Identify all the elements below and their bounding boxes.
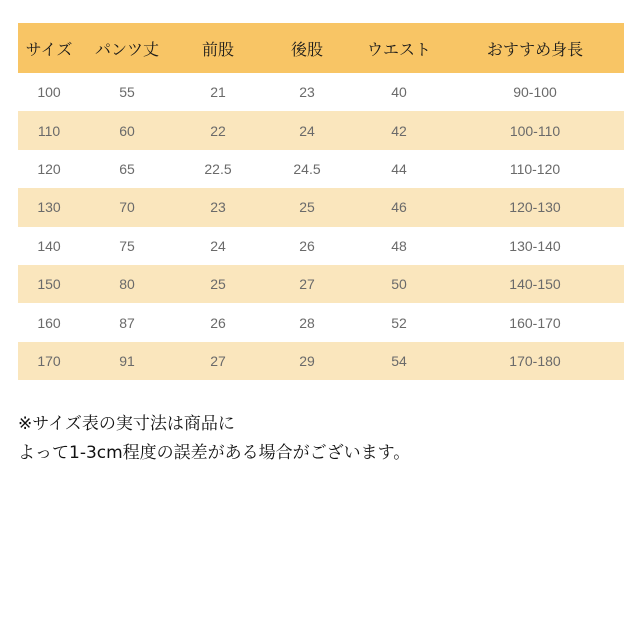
cell-front-rise: 21	[210, 84, 226, 101]
size-disclaimer-note	[18, 410, 628, 468]
cell-size: 150	[37, 276, 61, 293]
cell-waist: 42	[391, 122, 407, 139]
header-front-rise: 前股	[201, 39, 234, 59]
cell-waist: 50	[391, 276, 407, 293]
cell-front-rise: 24	[210, 237, 226, 254]
cell-pants-length: 80	[119, 276, 135, 293]
cell-front-rise: 26	[210, 314, 226, 331]
table-row	[18, 342, 624, 380]
table-row	[18, 73, 624, 111]
cell-recommended-height: 90-100	[513, 84, 557, 101]
cell-size: 100	[37, 84, 61, 101]
table-row	[18, 111, 624, 149]
cell-waist: 44	[391, 160, 407, 177]
cell-size: 110	[37, 122, 61, 139]
table-row	[18, 303, 624, 341]
cell-back-rise: 29	[299, 352, 315, 369]
note-line-2: よって1-3cm程度の誤差がある場合がございます。	[18, 443, 411, 463]
cell-size: 140	[37, 237, 61, 254]
cell-pants-length: 65	[119, 160, 135, 177]
cell-pants-length: 75	[119, 237, 135, 254]
table-row	[18, 265, 624, 303]
header-pants-length: パンツ丈	[94, 39, 159, 59]
table-header-row	[18, 23, 624, 73]
header-waist: ウエスト	[366, 39, 431, 59]
header-recommended-height: おすすめ身長	[486, 39, 584, 59]
cell-pants-length: 91	[119, 352, 135, 369]
cell-size: 130	[37, 199, 61, 216]
cell-front-rise: 25	[210, 276, 226, 293]
size-chart-table	[18, 23, 624, 380]
note-line-1: ※サイズ表の実寸法は商品に	[18, 414, 235, 434]
cell-recommended-height: 120-130	[509, 199, 561, 216]
cell-back-rise: 28	[299, 314, 315, 331]
cell-recommended-height: 100-110	[509, 122, 561, 139]
cell-size: 120	[37, 160, 61, 177]
cell-back-rise: 23	[299, 84, 315, 101]
cell-back-rise: 27	[299, 276, 315, 293]
header-size: サイズ	[25, 39, 73, 59]
cell-pants-length: 55	[119, 84, 135, 101]
table-row	[18, 188, 624, 226]
cell-waist: 40	[391, 84, 407, 101]
cell-front-rise: 23	[210, 199, 226, 216]
cell-back-rise: 25	[299, 199, 315, 216]
table-row	[18, 227, 624, 265]
cell-back-rise: 24.5	[293, 160, 321, 177]
cell-pants-length: 87	[119, 314, 135, 331]
cell-recommended-height: 110-120	[509, 160, 561, 177]
cell-size: 160	[37, 314, 61, 331]
cell-back-rise: 26	[299, 237, 315, 254]
cell-waist: 46	[391, 199, 407, 216]
cell-pants-length: 60	[119, 122, 135, 139]
cell-recommended-height: 160-170	[509, 314, 561, 331]
cell-front-rise: 22.5	[204, 160, 232, 177]
cell-recommended-height: 170-180	[509, 352, 561, 369]
cell-size: 170	[37, 352, 61, 369]
table-row	[18, 150, 624, 188]
cell-pants-length: 70	[119, 199, 135, 216]
cell-waist: 48	[391, 237, 407, 254]
cell-front-rise: 22	[210, 122, 226, 139]
cell-back-rise: 24	[299, 122, 315, 139]
cell-waist: 52	[391, 314, 407, 331]
cell-front-rise: 27	[210, 352, 226, 369]
cell-waist: 54	[391, 352, 407, 369]
header-back-rise: 後股	[290, 39, 323, 59]
cell-recommended-height: 130-140	[509, 237, 561, 254]
cell-recommended-height: 140-150	[509, 276, 561, 293]
